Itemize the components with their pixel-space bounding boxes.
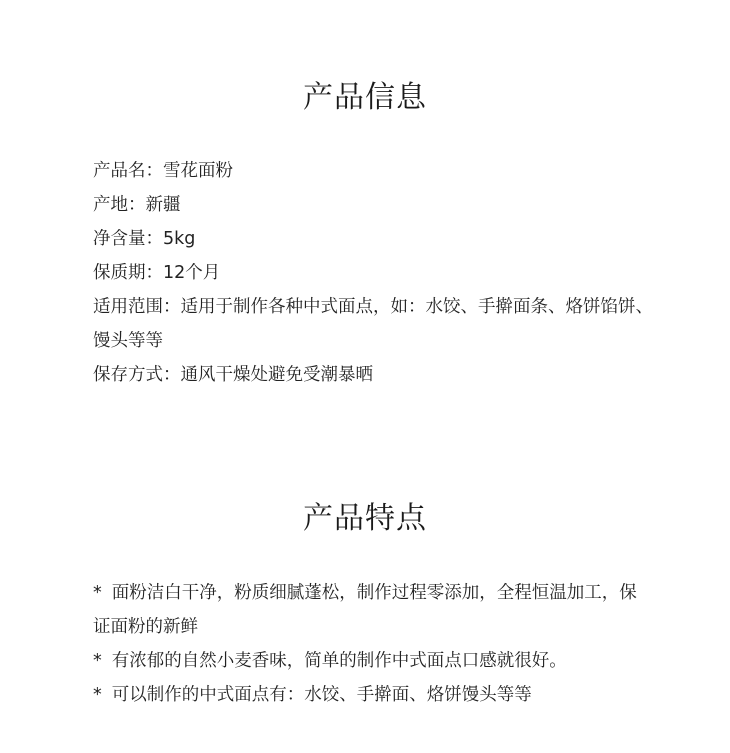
feature-item: [93, 644, 653, 678]
feature-bullet: *: [93, 583, 102, 603]
product-info-title: 产品信息: [303, 80, 427, 115]
feature-text: 面粉洁白干净，粉质细腻蓬松，制作过程零添加，全程恒温加工，保证面粉的新鲜: [93, 583, 637, 637]
feature-text: 可以制作的中式面点有：水饺、手擀面、烙饼馒头等等: [111, 685, 532, 705]
feature-item: [93, 678, 653, 712]
info-item-origin: 产地：新疆: [93, 195, 181, 215]
product-info-list: [93, 154, 653, 392]
feature-item: [93, 576, 653, 644]
info-item-storage: 保存方式：通风干燥处避免受潮暴晒: [93, 365, 373, 385]
product-features-list: [93, 576, 653, 712]
feature-bullet: *: [93, 685, 102, 705]
info-item-usage: 适用范围：适用于制作各种中式面点，如：水饺、手擀面条、烙饼馅饼、馒头等等: [93, 297, 653, 351]
info-item-shelf-life: 保质期：12个月: [93, 263, 221, 283]
info-item-net-weight: 净含量：5kg: [93, 229, 196, 249]
product-features-title: 产品特点: [303, 501, 427, 536]
feature-bullet: *: [93, 651, 102, 671]
info-item-name: 产品名：雪花面粉: [93, 161, 233, 181]
feature-text: 有浓郁的自然小麦香味，简单的制作中式面点口感就很好。: [111, 651, 567, 671]
